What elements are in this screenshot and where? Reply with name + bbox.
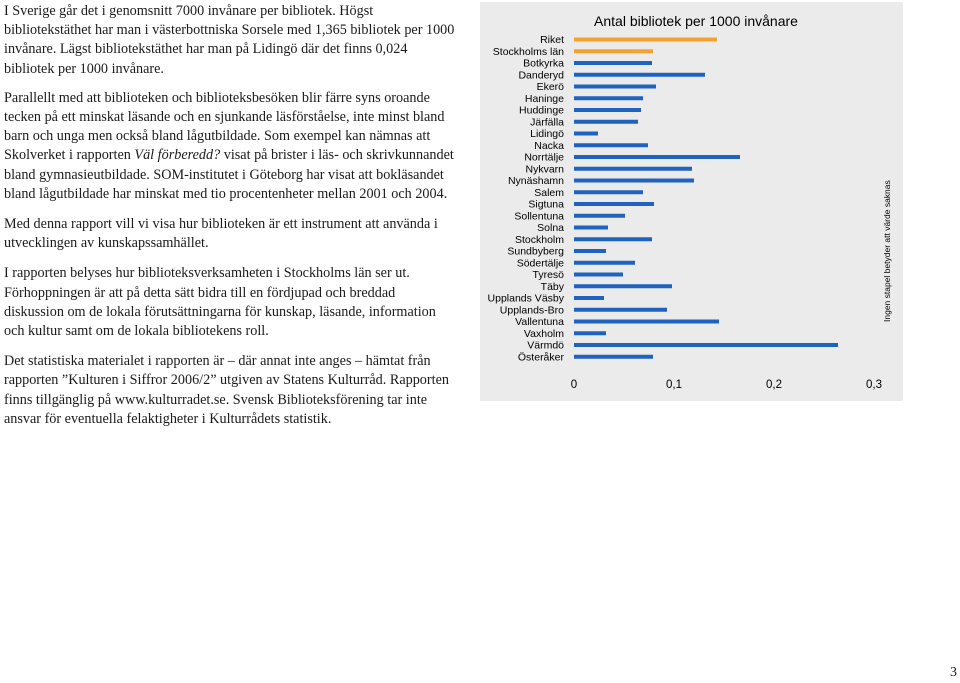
category-label: Nynäshamn xyxy=(507,175,564,187)
bar xyxy=(574,167,692,171)
category-label: Sollentuna xyxy=(514,210,564,223)
category-label: Stockholms län xyxy=(492,45,564,58)
category-label: Lidingö xyxy=(530,128,564,140)
bar xyxy=(574,61,652,65)
bar xyxy=(574,132,598,136)
category-label: Upplands-Bro xyxy=(499,304,564,317)
bar xyxy=(574,226,608,230)
bar xyxy=(574,273,623,277)
category-label: Danderyd xyxy=(518,69,564,82)
category-label: Ekerö xyxy=(536,81,564,93)
category-label: Stockholm xyxy=(514,233,564,246)
bar-chart xyxy=(480,2,903,401)
bar xyxy=(574,331,606,335)
bar xyxy=(574,38,717,42)
bar xyxy=(574,96,643,100)
x-tick-label: 0,3 xyxy=(866,379,882,391)
category-label: Sigtuna xyxy=(528,198,564,211)
paragraph-4: I rapporten belyses hur biblioteksverksamheten i Stockholms län ser ut. Förhoppningen är att på detta sätt bidra till en fördjupad och breddad diskussion om de lokala förutsättningarna för kunskap, läsande, information och kultur samt om de lokala bibliotekens roll. xyxy=(4,265,436,340)
bar xyxy=(574,85,656,89)
missing-value-note: Ingen stapel betyder att värde saknas xyxy=(882,180,892,322)
bar xyxy=(574,202,654,206)
bar xyxy=(574,296,604,300)
bar xyxy=(574,308,667,312)
bar xyxy=(574,155,740,159)
category-label: Botkyrka xyxy=(523,57,564,70)
category-label: Huddinge xyxy=(519,104,564,117)
bar xyxy=(574,355,653,359)
category-label: Värmdö xyxy=(527,339,564,352)
category-label: Vallentuna xyxy=(515,316,564,328)
category-label: Järfälla xyxy=(530,116,564,129)
bar xyxy=(574,214,625,218)
paragraph-2-part-b: visat på brister i läs- och skrivkunnandet bland gymnasieutbildade. SOM-institutet i Göteborg har visat att bokläsandet bland lågutbildade har minskat med tio procentenheter mellan 2001 och 2004. xyxy=(4,147,454,202)
chart-title: Antal bibliotek per 1000 invånare xyxy=(594,13,798,29)
category-label: Solna xyxy=(537,222,564,234)
bar xyxy=(574,343,838,347)
bar xyxy=(574,179,694,183)
category-label: Vaxholm xyxy=(523,327,564,340)
paragraph-2 xyxy=(4,89,456,204)
paragraph-5: Det statistiska materialet i rapporten är – där annat inte anges – hämtat från rapporten ”Kulturen i Siffror 2006/2” utgiven av Statens Kulturråd. Rapporten finns tillgänglig på www.kulturradet.se. Svensk Biblioteksförening tar inte ansvar för eventuella felaktigheter i Kulturrådets statistik. xyxy=(4,353,449,427)
bar xyxy=(574,108,641,112)
category-label: Nacka xyxy=(534,139,564,152)
bar xyxy=(574,249,606,253)
category-labels xyxy=(488,34,565,363)
category-label: Salem xyxy=(534,186,564,199)
bar xyxy=(574,284,672,288)
category-label: Sundbyberg xyxy=(507,245,564,258)
category-label: Södertälje xyxy=(516,257,564,270)
bar xyxy=(574,120,638,124)
category-label: Norrtälje xyxy=(524,151,564,164)
page-number: 3 xyxy=(950,665,957,680)
paragraph-1: I Sverige går det i genomsnitt 7000 invånare per bibliotek. Högst bibliotekstäthet har man i västerbottniska Sorsele med 1,365 bibliotek per 1000 invånare. Lägst bibliotekstäthet har man på Lidingö där det finns 0,024 bibliotek per 1000 invånare. xyxy=(4,3,455,77)
bar xyxy=(574,261,635,265)
report-title: Väl förberedd? xyxy=(134,147,221,164)
bar xyxy=(574,143,648,147)
bar xyxy=(574,73,705,77)
category-label: Upplands Väsby xyxy=(487,292,564,305)
category-label: Nykvarn xyxy=(525,163,564,176)
category-label: Österåker xyxy=(517,351,564,364)
category-label: Tyresö xyxy=(532,269,564,281)
bar xyxy=(574,320,719,324)
paragraph-3: Med denna rapport vill vi visa hur biblioteken är ett instrument att använda i utvecklingen av kunskapssamhället. xyxy=(4,216,438,252)
bars-group xyxy=(574,38,838,359)
chart-canvas xyxy=(480,2,903,401)
x-axis-ticks xyxy=(571,379,882,391)
bar xyxy=(574,237,652,241)
category-label: Täby xyxy=(540,280,564,293)
category-label: Riket xyxy=(540,34,564,46)
bar xyxy=(574,190,643,194)
category-label: Haninge xyxy=(524,92,564,105)
x-tick-label: 0,1 xyxy=(666,379,682,391)
x-tick-label: 0 xyxy=(570,379,578,391)
paragraph-2-part-a: Parallellt med att biblioteken och biblioteksbesöken blir färre syns oroande tecken på ett minskat läsande och en sjunkande läsförståelse, inte minst bland barn och unga men också bland lågutbildade. Som exempel kan nämnas att Skolverket i rapporten xyxy=(4,89,445,164)
body-text xyxy=(4,2,456,440)
x-tick-label: 0,2 xyxy=(766,379,782,391)
bar xyxy=(574,49,653,53)
